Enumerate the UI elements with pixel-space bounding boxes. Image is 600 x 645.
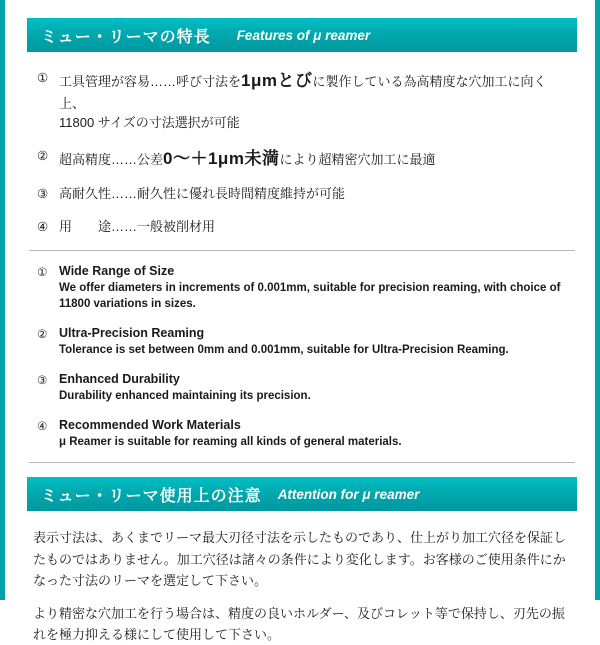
- list-item-title: Wide Range of Size: [59, 263, 175, 278]
- list-item-description: Tolerance is set between 0mm and 0.001mm, suitable for Ultra-Precision Reaming.: [59, 344, 509, 357]
- list-item-body: [59, 263, 569, 313]
- list-item-text-pre: 超高精度……公差: [59, 151, 164, 167]
- list-item-number: ②: [37, 148, 49, 163]
- list-item-number: ③: [37, 187, 49, 201]
- list-item-body: [59, 325, 569, 359]
- list-item-text: [59, 68, 569, 133]
- features-list-en: [27, 263, 577, 451]
- list-item: [37, 68, 569, 133]
- section-heading-en: Attention for μ reamer: [277, 486, 420, 502]
- attention-paragraph: 表示寸法は、あくまでリーマ最大刃径寸法を示したものであり、仕上がり加工穴径を保証したものではありません。加工穴径は諸々の条件により変化します。お客様のご使用条件にかなった寸法のリーマを選定して下さい。: [33, 530, 567, 588]
- list-item-text-pre: 工具管理が容易……呼び寸法を: [59, 74, 242, 89]
- list-item-text-emphasis: 1μmとび: [241, 71, 313, 90]
- page-content: [5, 0, 595, 645]
- list-item: [37, 371, 569, 405]
- list-item-text: [59, 146, 569, 172]
- list-item-text-emphasis: 0〜＋1μm未満: [163, 148, 280, 168]
- list-item-text: 高耐久性……耐久性に優れ長時間精度維持が可能: [59, 186, 346, 201]
- attention-paragraph: より精密な穴加工を行う場合は、精度の良いホルダー、及びコレット等で保持し、刃先の振れを極力抑える様にして使用して下さい。: [33, 605, 565, 642]
- divider: [29, 250, 575, 251]
- list-item-number: ①: [37, 71, 49, 85]
- list-item-number: ③: [37, 374, 48, 387]
- list-item-text: 用 途……一般被削材用: [59, 218, 216, 234]
- list-item-body: [59, 417, 569, 451]
- list-item-title: Enhanced Durability: [59, 371, 180, 386]
- list-item: [37, 417, 569, 451]
- section-heading-attention: [27, 477, 577, 511]
- list-item-text-line2: 11800 サイズの寸法選択が可能: [59, 115, 240, 130]
- list-item-number: ④: [37, 420, 48, 433]
- features-list-jp: [27, 68, 577, 237]
- list-item-number: ④: [37, 219, 49, 234]
- list-item-text-post: に製作している為高精度な穴加工に向く上、: [59, 74, 547, 111]
- list-item: [37, 146, 569, 172]
- section-heading-jp: ミュー・リーマ使用上の注意: [41, 487, 262, 505]
- list-item: [37, 263, 569, 313]
- list-item-text-post: により超精密穴加工に最適: [279, 151, 436, 167]
- list-item-number: ②: [37, 328, 48, 341]
- list-item-description: μ Reamer is suitable for reaming all kinds of general materials.: [59, 436, 402, 449]
- section-heading-en: Features of μ reamer: [236, 27, 371, 43]
- section-heading-features: [27, 18, 577, 52]
- list-item-description: We offer diameters in increments of 0.001mm, suitable for precision reaming, with choice of 11800 variations in sizes.: [59, 282, 561, 311]
- attention-body: [33, 527, 573, 644]
- list-item-description: Durability enhanced maintaining its precision.: [59, 390, 311, 403]
- list-item: [37, 325, 569, 359]
- list-item: [37, 184, 569, 204]
- list-item: [37, 217, 569, 237]
- list-item-title: Recommended Work Materials: [59, 417, 241, 432]
- list-item-title: Ultra-Precision Reaming: [59, 325, 205, 340]
- section-heading-jp: ミュー・リーマの特長: [41, 28, 211, 46]
- divider: [29, 462, 575, 463]
- list-item-number: ①: [37, 266, 48, 279]
- list-item-body: [59, 371, 569, 405]
